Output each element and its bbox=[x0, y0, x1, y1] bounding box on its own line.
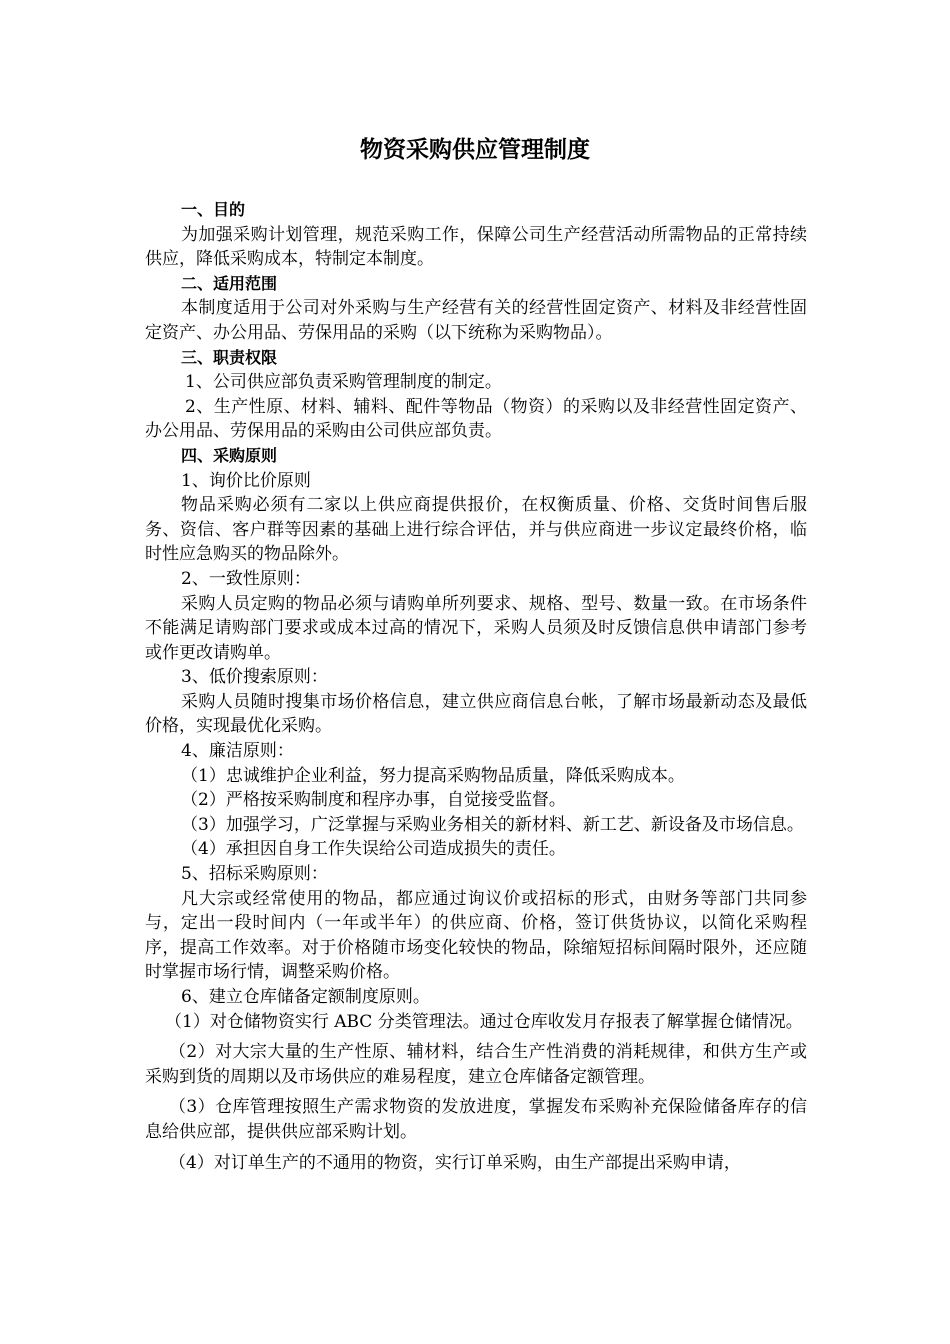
principle-5-text: 凡大宗或经常使用的物品，都应通过询议价或招标的形式，由财务等部门共同参与，定出一段时间内（一年或半年）的供应商、价格，签订供货协议，以简化采购程序，提高工作效率。对于价格随市场变化较快的物品，除缩短招标间隔时限外，还应随时掌握市场行情，调整采购价格。 bbox=[145, 888, 807, 983]
principle-6-item-1: （1）对仓储物资实行 ABC 分类管理法。通过仓库收发月存报表了解掌握仓储情况。 bbox=[165, 1011, 803, 1032]
paragraph-scope: 本制度适用于公司对外采购与生产经营有关的经营性固定资产、材料及非经营性固定资产、办公用品、劳保用品的采购（以下统称为采购物品）。 bbox=[145, 298, 807, 343]
principle-1-text: 物品采购必须有二家以上供应商提供报价，在权衡质量、价格、交货时间售后服务、资信、客户群等因素的基础上进行综合评估，并与供应商进一步议定最终价格，临时性应急购买的物品除外。 bbox=[145, 495, 807, 565]
principle-4-item-4: （4）承担因自身工作失误给公司造成损失的责任。 bbox=[181, 839, 566, 860]
principle-2-heading: 2、一致性原则： bbox=[181, 568, 311, 589]
principle-1-heading: 1、询价比价原则 bbox=[181, 470, 311, 491]
document-body bbox=[145, 198, 807, 1175]
principle-3-heading: 3、低价搜索原则： bbox=[181, 667, 328, 688]
paragraph-responsibility-2: 2、生产性原、材料、辅料、配件等物品（物资）的采购以及非经营性固定资产、办公用品、劳保用品的采购由公司供应部负责。 bbox=[145, 396, 807, 442]
principle-6-item-2: （2）对大宗大量的生产性原、辅材料，结合生产性消费的消耗规律，和供方生产或采购到货的周期以及市场供应的难易程度，建立仓库储备定额管理。 bbox=[145, 1042, 807, 1087]
section-heading-principles: 四、采购原则 bbox=[181, 445, 278, 465]
principle-5-heading: 5、招标采购原则： bbox=[181, 864, 328, 885]
paragraph-responsibility-1: 1、公司供应部负责采购管理制度的制定。 bbox=[185, 372, 502, 393]
principle-2-text: 采购人员定购的物品必须与请购单所列要求、规格、型号、数量一致。在市场条件不能满足请购部门要求或成本过高的情况下，采购人员须及时反馈信息供申请部门参考或作更改请购单。 bbox=[145, 593, 807, 663]
section-heading-responsibilities: 三、职责权限 bbox=[181, 347, 278, 367]
principle-4-item-3: （3）加强学习，广泛掌握与采购业务相关的新材料、新工艺、新设备及市场信息。 bbox=[181, 814, 804, 835]
principle-6-item-3: （3）仓库管理按照生产需求物资的发放进度，掌握发布采购补充保险储备库存的信息给供应部，提供供应部采购计划。 bbox=[145, 1097, 807, 1142]
principle-6-heading: 6、建立仓库储备定额制度原则。 bbox=[181, 987, 430, 1007]
section-heading-scope: 二、适用范围 bbox=[181, 273, 278, 293]
paragraph-purpose: 为加强采购计划管理，规范采购工作，保障公司生产经营活动所需物品的正常持续供应，降低采购成本，特制定本制度。 bbox=[145, 224, 807, 270]
document-title: 物资采购供应管理制度 bbox=[360, 137, 590, 163]
principle-4-item-1: （1）忠诚维护企业利益，努力提高采购物品质量，降低采购成本。 bbox=[181, 765, 685, 786]
section-heading-purpose: 一、目的 bbox=[181, 200, 246, 219]
principle-4-heading: 4、廉洁原则： bbox=[181, 741, 294, 762]
principle-4-item-2: （2）严格按采购制度和程序办事，自觉接受监督。 bbox=[181, 790, 566, 811]
principle-3-text: 采购人员随时搜集市场价格信息，建立供应商信息台帐，了解市场最新动态及最低价格，实现最优化采购。 bbox=[145, 691, 807, 737]
principle-6-item-4: （4）对订单生产的不通用的物资，实行订单采购，由生产部提出采购申请， bbox=[169, 1152, 741, 1173]
